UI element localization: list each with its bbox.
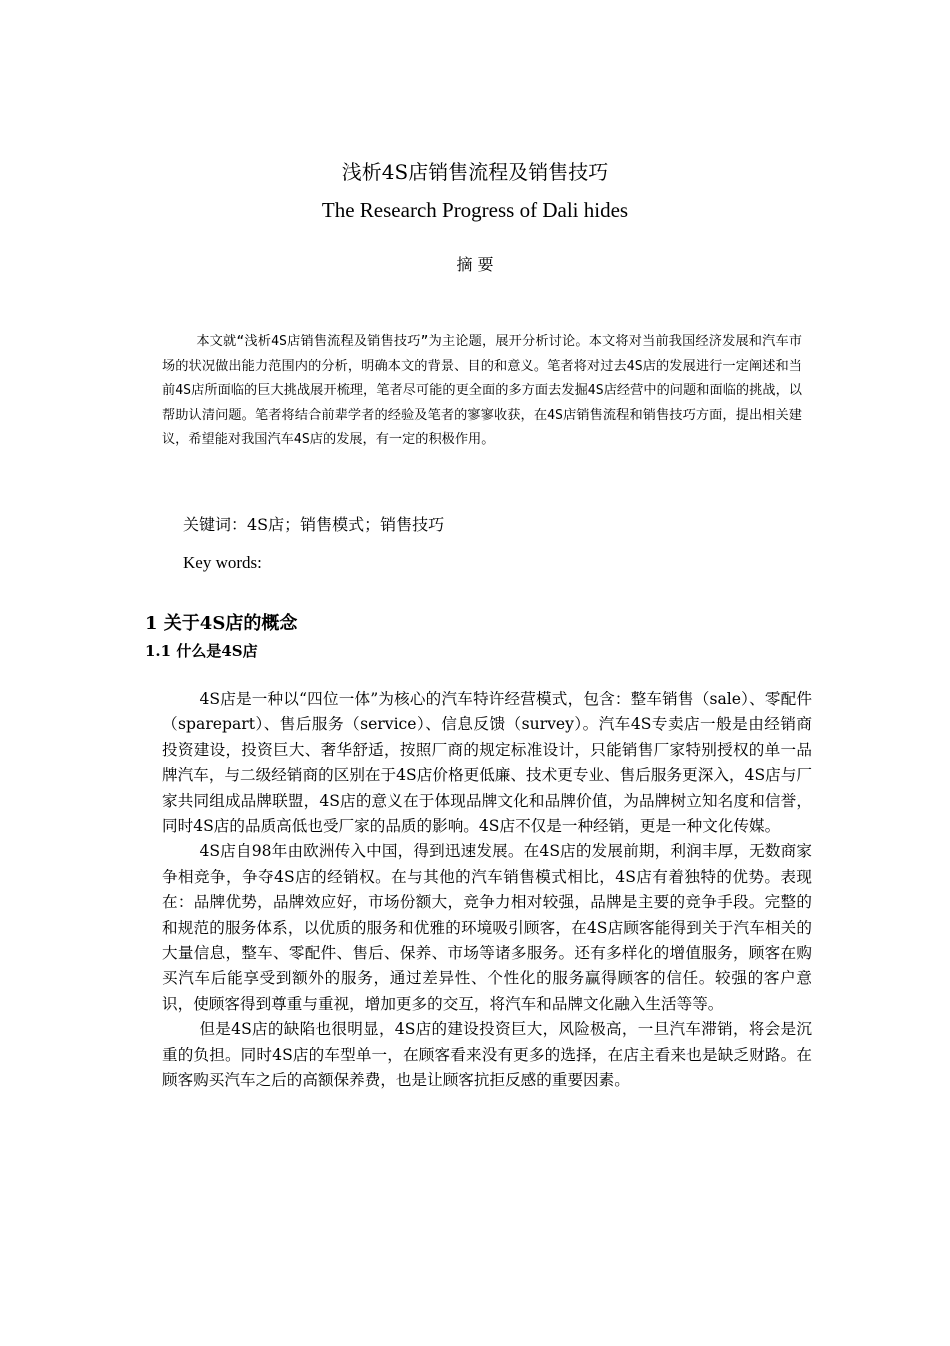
section-1-heading: 1 关于4S店的概念 xyxy=(145,613,298,634)
abstract-paragraph: 本文就“浅析4S店销售流程及销售技巧”为主论题，展开分析讨论。本文将对当前我国经济发展和汽车市场的状况做出能力范围内的分析，明确本文的背景、目的和意义。笔者将对过去4S店的发展进行一定阐述和当前4S店所面临的巨大挑战展开梳理，笔者尽可能的更全面的多方面去发掘4S店经营中的问题和面临的挑战，以帮助认清问题。笔者将结合前辈学者的经验及笔者的寥寥收获，在4S店销售流程和销售技巧方面，提出相关建议，希望能对我国汽车4S店的发展，有一定的积极作用。 xyxy=(162,334,802,448)
body-paragraph: 4S店自98年由欧洲传入中国，得到迅速发展。在4S店的发展前期，利润丰厚，无数商家争相竞争，争夺4S店的经销权。在与其他的汽车销售模式相比，4S店有着独特的优势。表现在：品牌优势，品牌效应好，市场份额大，竞争力相对较强，品牌是主要的竞争手段。完整的和规范的服务体系，以优质的服务和优雅的环境吸引顾客，在4S店顾客能得到关于汽车相关的大量信息，整车、零配件、售后、保养、市场等诸多服务。还有多样化的增值服务，顾客在购买汽车后能享受到额外的服务，通过差异性、个性化的服务赢得顾客的信任。较强的客户意识，使顾客得到尊重与重视，增加更多的交互，将汽车和品牌文化融入生活等等。 xyxy=(162,842,812,1013)
body-paragraph: 但是4S店的缺陷也很明显，4S店的建设投资巨大，风险极高，一旦汽车滞销，将会是沉重的负担。同时4S店的车型单一，在顾客看来没有更多的选择，在店主看来也是缺乏财路。在顾客购买汽车之后的高额保养费，也是让顾客抗拒反感的重要因素。 xyxy=(162,1020,812,1090)
section-body xyxy=(162,687,812,1094)
abstract-heading: 摘 要 xyxy=(456,255,494,274)
abstract-section xyxy=(162,330,802,453)
body-paragraph: 4S店是一种以“四位一体”为核心的汽车特许经营模式，包含：整车销售（sale）、零配件（sparepart）、售后服务（service）、信息反馈（survey）。汽车4S专卖店一般是由经销商投资建设，投资巨大、奢华舒适，按照厂商的规定标准设计，只能销售厂家特别授权的单一品牌汽车，与二级经销商的区别在于4S店价格更低廉、技术更专业、售后服务更深入，4S店与厂家共同组成品牌联盟，4S店的意义在于体现品牌文化和品牌价值，为品牌树立知名度和信誉，同时4S店的品质高低也受厂家的品质的影响。4S店不仅是一种经销，更是一种文化传媒。 xyxy=(162,690,812,836)
document-title-english: The Research Progress of Dali hides xyxy=(321,198,629,222)
document-title-chinese: 浅析4S店销售流程及销售技巧 xyxy=(341,160,609,184)
keywords-english: Key words: xyxy=(183,553,262,572)
keywords-chinese: 关键词：4S店；销售模式；销售技巧 xyxy=(183,515,445,534)
section-1-1-heading: 1.1 什么是4S店 xyxy=(145,642,258,660)
